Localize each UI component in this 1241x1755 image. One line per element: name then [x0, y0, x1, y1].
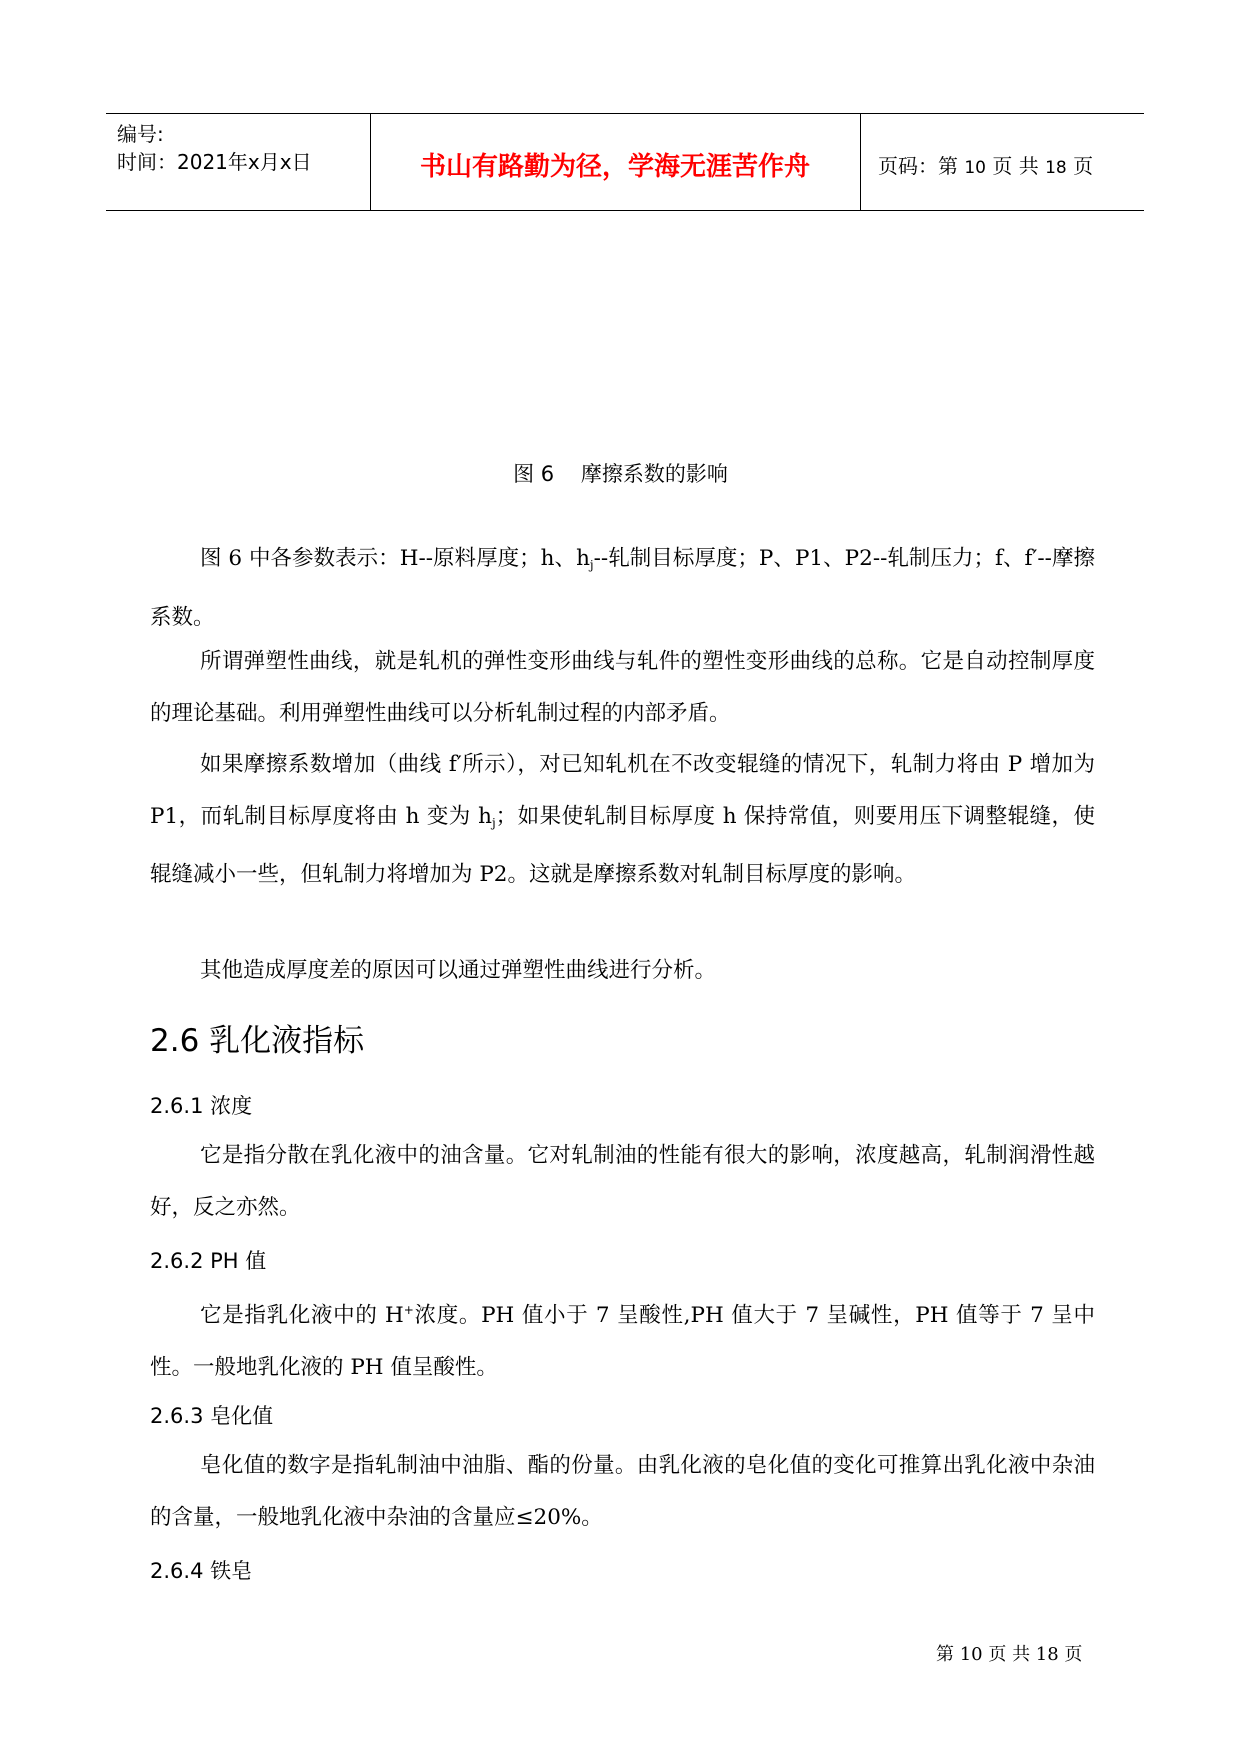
p1-text-a: 图 6 中各参数表示：H--原料厚度；h、h — [200, 546, 590, 571]
page-total: 18 — [1045, 158, 1067, 178]
page-code — [878, 150, 1093, 179]
subsection-iron-soap-heading: 2.6.4 铁皂 — [150, 1559, 253, 1583]
p3-text-b: ；如果使轧制目标厚度 h 保持常值，则要用压下调整辊缝，使辊缝减小一些，但轧制力将增加为 P2。这就是摩擦系数对轧制目标厚度的影响。 — [150, 803, 1095, 887]
subsection-saponification-heading: 2.6.3 皂化值 — [150, 1404, 274, 1428]
paragraph-definition: 所谓弹塑性曲线，就是轧机的弹性变形曲线与轧件的塑性变形曲线的总称。它是自动控制厚度的理论基础。利用弹塑性曲线可以分析轧制过程的内部矛盾。 — [150, 649, 1095, 726]
figure-caption: 图 6 摩擦系数的影响 — [513, 462, 728, 486]
subsection-concentration-text: 它是指分散在乳化液中的油含量。它对轧制油的性能有很大的影响，浓度越高，轧制润滑性越好，反之亦然。 — [150, 1143, 1095, 1220]
subsection-ph-text — [150, 1285, 1095, 1393]
p3-text-a: 如果摩擦系数增加（曲线 f′所示），对已知轧机在不改变辊缝的情况下，轧制力将由 P 增加为 P1，而轧制目标厚度将由 h 变为 h — [150, 752, 1095, 829]
subsection-concentration-heading: 2.6.1 浓度 — [150, 1094, 253, 1118]
page-code-prefix: 页码：第 — [878, 154, 958, 178]
header-meta-cell — [106, 114, 371, 210]
p1-subscript: j — [589, 558, 594, 572]
p1-text-b: --轧制目标厚度；P、P1、P2--轧制压力；f、f′--摩擦系数。 — [150, 546, 1095, 630]
page-code-suffix: 页 — [1073, 154, 1094, 178]
page-current: 10 — [964, 158, 986, 178]
ph-text-b: 浓度。PH 值小于 7 呈酸性,PH 值大于 7 呈碱性，PH 值等于 7 呈中性。一般地乳化液的 PH 值呈酸性。 — [150, 1303, 1095, 1380]
paragraph-friction-effect — [150, 739, 1095, 901]
document-header — [106, 113, 1144, 211]
header-page-cell — [861, 114, 1144, 210]
motto-text: 书山有路勤为径，学海无涯苦作舟 — [419, 152, 810, 182]
ph-superscript: + — [403, 1303, 414, 1317]
ph-text-a: 它是指乳化液中的 H — [200, 1303, 404, 1329]
section-heading: 2.6 乳化液指标 — [150, 1023, 365, 1059]
page-footer: 第 10 页 共 18 页 — [936, 1644, 1083, 1665]
time-label: 时间：2021年x月x日 — [117, 150, 312, 174]
subsection-saponification-text: 皂化值的数字是指轧制油中油脂、酯的份量。由乳化液的皂化值的变化可推算出乳化液中杂油的含量，一般地乳化液中杂油的含量应≤20%。 — [150, 1453, 1095, 1530]
subsection-ph-heading: 2.6.2 PH 值 — [150, 1249, 267, 1273]
paragraph-other-causes: 其他造成厚度差的原因可以通过弹塑性曲线进行分析。 — [200, 958, 717, 983]
paragraph-parameters — [150, 533, 1095, 643]
number-label: 编号: — [117, 122, 164, 146]
p3-subscript: j — [491, 815, 496, 830]
page-code-mid: 页 共 — [992, 154, 1039, 178]
header-motto-cell — [370, 114, 861, 210]
